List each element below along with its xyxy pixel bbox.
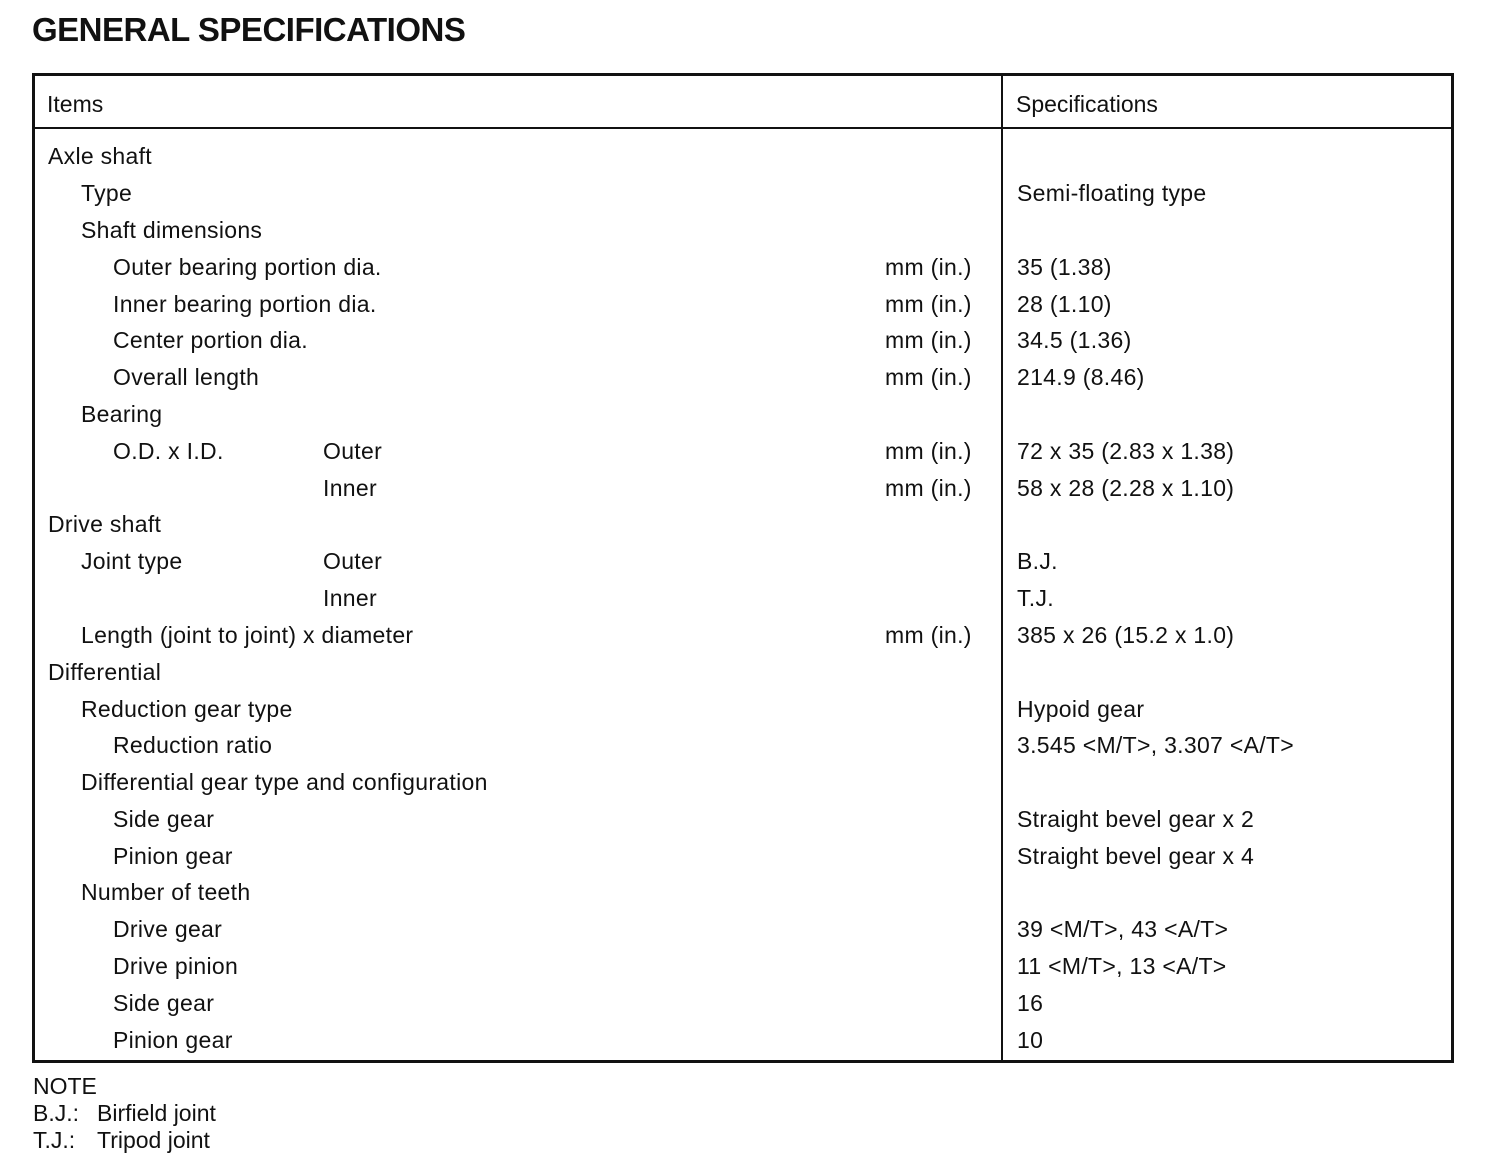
- row-value: 35 (1.38): [1017, 254, 1112, 280]
- table-row: [35, 399, 1451, 436]
- row-value: 28 (1.10): [1017, 291, 1112, 317]
- row-value: 34.5 (1.36): [1017, 327, 1132, 353]
- table-row: [35, 325, 1451, 362]
- row-item: Joint type: [81, 548, 183, 574]
- row-item: Axle shaft: [48, 143, 152, 169]
- row-item: Outer bearing portion dia.: [113, 254, 382, 280]
- row-item: Center portion dia.: [113, 327, 308, 353]
- row-item: Overall length: [113, 364, 260, 390]
- row-value: 3.545 <M/T>, 3.307 <A/T>: [1017, 732, 1294, 758]
- row-item: Pinion gear: [113, 843, 233, 869]
- row-unit: mm (in.): [885, 291, 972, 317]
- row-item: Reduction gear type: [81, 696, 293, 722]
- row-item: Drive gear: [113, 916, 223, 942]
- row-value: 214.9 (8.46): [1017, 364, 1145, 390]
- row-value: 10: [1017, 1027, 1044, 1053]
- table-row: [35, 215, 1451, 252]
- table-row: [35, 914, 1451, 951]
- table-row: [35, 767, 1451, 804]
- row-item: Side gear: [113, 806, 215, 832]
- row-value: Straight bevel gear x 2: [1017, 806, 1255, 832]
- table-row: [35, 289, 1451, 326]
- row-item: Bearing: [81, 401, 163, 427]
- row-item: Reduction ratio: [113, 732, 273, 758]
- specifications-table: [32, 73, 1454, 1063]
- row-item: Inner bearing portion dia.: [113, 291, 377, 317]
- note-entry: [33, 1100, 216, 1127]
- row-item: Differential gear type and configuration: [81, 769, 488, 795]
- row-item: Side gear: [113, 990, 215, 1016]
- row-item: Number of teeth: [81, 879, 251, 905]
- row-value: 72 x 35 (2.83 x 1.38): [1017, 438, 1235, 464]
- table-row: [35, 804, 1451, 841]
- table-row: [35, 583, 1451, 620]
- row-item: Shaft dimensions: [81, 217, 263, 243]
- header-specifications: Specifications: [1016, 91, 1158, 117]
- row-item: O.D. x I.D.: [113, 438, 224, 464]
- note-definition: Birfield joint: [97, 1100, 216, 1126]
- table-row: [35, 178, 1451, 215]
- table-row: [35, 988, 1451, 1025]
- row-subitem: Inner: [323, 585, 377, 611]
- table-row: [35, 546, 1451, 583]
- row-item: Pinion gear: [113, 1027, 233, 1053]
- footnote: [33, 1073, 216, 1154]
- table-row: [35, 730, 1451, 767]
- row-subitem: Outer: [323, 548, 383, 574]
- row-unit: mm (in.): [885, 438, 972, 464]
- row-item: Drive shaft: [48, 511, 162, 537]
- note-heading: NOTE: [33, 1073, 97, 1099]
- note-definition: Tripod joint: [97, 1127, 210, 1153]
- table-row: [35, 141, 1451, 178]
- note-abbreviation: B.J.:: [33, 1100, 80, 1126]
- row-value: 11 <M/T>, 13 <A/T>: [1017, 953, 1227, 979]
- row-subitem: Inner: [323, 475, 377, 501]
- row-value: 58 x 28 (2.28 x 1.10): [1017, 475, 1235, 501]
- row-value: 39 <M/T>, 43 <A/T>: [1017, 916, 1229, 942]
- row-unit: mm (in.): [885, 327, 972, 353]
- page-title: GENERAL SPECIFICATIONS: [32, 11, 466, 48]
- table-row: [35, 694, 1451, 731]
- header-items: Items: [47, 91, 104, 117]
- row-item: Differential: [48, 659, 162, 685]
- row-value: Hypoid gear: [1017, 696, 1145, 722]
- table-row: [35, 620, 1451, 657]
- row-unit: mm (in.): [885, 254, 972, 280]
- row-value: B.J.: [1017, 548, 1058, 574]
- row-value: 16: [1017, 990, 1044, 1016]
- row-unit: mm (in.): [885, 364, 972, 390]
- row-subitem: Outer: [323, 438, 383, 464]
- table-row: [35, 657, 1451, 694]
- row-item: Drive pinion: [113, 953, 239, 979]
- row-item: Length (joint to joint) x diameter: [81, 622, 414, 648]
- row-value: Straight bevel gear x 4: [1017, 843, 1255, 869]
- row-unit: mm (in.): [885, 475, 972, 501]
- row-value: Semi-floating type: [1017, 180, 1207, 206]
- table-row: [35, 252, 1451, 289]
- row-item: Type: [81, 180, 133, 206]
- note-entry: [33, 1127, 216, 1154]
- table-row: [35, 509, 1451, 546]
- table-row: [35, 473, 1451, 510]
- header-rule: [35, 127, 1451, 129]
- row-unit: mm (in.): [885, 622, 972, 648]
- table-row: [35, 362, 1451, 399]
- table-row: [35, 841, 1451, 878]
- row-value: 385 x 26 (15.2 x 1.0): [1017, 622, 1235, 648]
- row-value: T.J.: [1017, 585, 1054, 611]
- table-row: [35, 877, 1451, 914]
- table-row: [35, 1025, 1451, 1062]
- table-row: [35, 436, 1451, 473]
- note-abbreviation: T.J.:: [33, 1127, 76, 1153]
- table-row: [35, 951, 1451, 988]
